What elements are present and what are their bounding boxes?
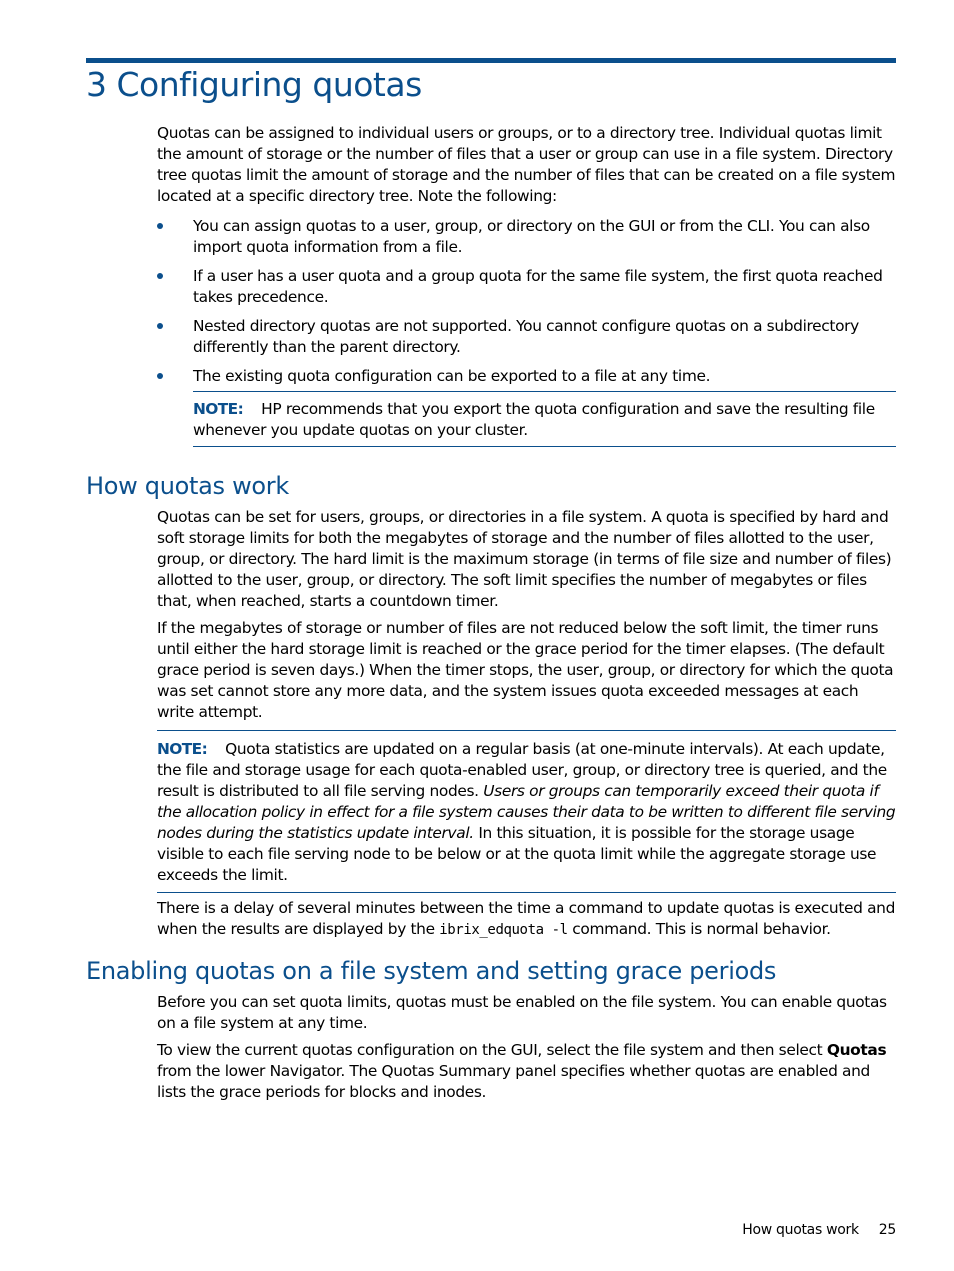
- note-label: NOTE:: [157, 740, 208, 758]
- page-number: 25: [878, 1222, 896, 1238]
- section-heading-how-quotas-work: How quotas work: [86, 472, 289, 500]
- note-text: Quota statistics are updated on a regular basis (at one-minute intervals). At each update, the file and storage usage for each quota-enabled user, group, or directory tree is queried, and the result is distributed to all file serving nodes.: [157, 740, 887, 800]
- bullet-icon: [157, 373, 163, 379]
- list-item: The existing quota configuration can be exported to a file at any time.: [157, 366, 896, 387]
- footer-section-title: How quotas work: [742, 1222, 859, 1238]
- note-italic-text: Users or groups can temporarily exceed their quota if the allocation policy in effect for a file system causes their data to be written to different file serving nodes during the statistics update interval.: [157, 782, 896, 842]
- note-box-statistics: [157, 730, 896, 893]
- list-item: If a user has a user quota and a group quota for the same file system, the first quota reached takes precedence.: [157, 266, 896, 308]
- notes-bullet-list: [157, 216, 896, 395]
- note-text: HP recommends that you export the quota configuration and save the resulting file whenever you update quotas on your cluster.: [193, 400, 875, 439]
- how-paragraph-2: If the megabytes of storage or number of files are not reduced below the soft limit, the timer runs until either the hard storage limit is reached or the grace period for the timer elapses. (The default grace period is seven days.) When the timer stops, the user, group, or directory for which the quota was set cannot store any more data, and the system issues quota exceeded messages at each write attempt.: [157, 619, 894, 721]
- list-item: Nested directory quotas are not supported. You cannot configure quotas on a subdirectory differently than the parent directory.: [157, 316, 896, 358]
- command-code: ibrix_edquota -l: [439, 922, 568, 938]
- section-heading-enabling-quotas: Enabling quotas on a file system and setting grace periods: [86, 957, 777, 985]
- enable-paragraph-1: Before you can set quota limits, quotas must be enabled on the file system. You can enable quotas on a file system at any time.: [157, 993, 887, 1032]
- bullet-icon: [157, 323, 163, 329]
- intro-paragraph: Quotas can be assigned to individual users or groups, or to a directory tree. Individual quotas limit the amount of storage or the number of files that a user or group can use in a file system. Directory tree quotas limit the amount of storage and the number of files that can be created on a file system located at a specific directory tree. Note the following:: [157, 124, 896, 205]
- chapter-title: 3 Configuring quotas: [86, 65, 422, 104]
- how-paragraph-1: Quotas can be set for users, groups, or directories in a file system. A quota is specified by hard and soft storage limits for both the megabytes of storage and the number of files allotted to the user, group, or directory. The hard limit is the maximum storage (in terms of file size and number of files) allotted to the user, group, or directory. The soft limit specifies the number of megabytes or files that, when reached, starts a countdown timer.: [157, 508, 892, 610]
- bullet-icon: [157, 223, 163, 229]
- note-box-export: [193, 391, 896, 447]
- page-footer: [742, 1222, 896, 1238]
- ui-term-quotas: Quotas: [826, 1041, 887, 1059]
- bullet-icon: [157, 273, 163, 279]
- how-paragraph-3: There is a delay of several minutes between the time a command to update quotas is executed and when the results are displayed by the ibrix_edquota -l command. This is normal behavior.: [157, 899, 895, 938]
- note-text: In this situation, it is possible for the storage usage visible to each file serving node to be below or at the quota limit while the aggregate storage use exceeds the limit.: [157, 824, 877, 884]
- note-label: NOTE:: [193, 400, 244, 418]
- list-item: You can assign quotas to a user, group, or directory on the GUI or from the CLI. You can also import quota information from a file.: [157, 216, 896, 258]
- enable-paragraph-2: To view the current quotas configuration on the GUI, select the file system and then select Quotas from the lower Navigator. The Quotas Summary panel specifies whether quotas are enabled and lists the grace periods for blocks and inodes.: [157, 1041, 887, 1101]
